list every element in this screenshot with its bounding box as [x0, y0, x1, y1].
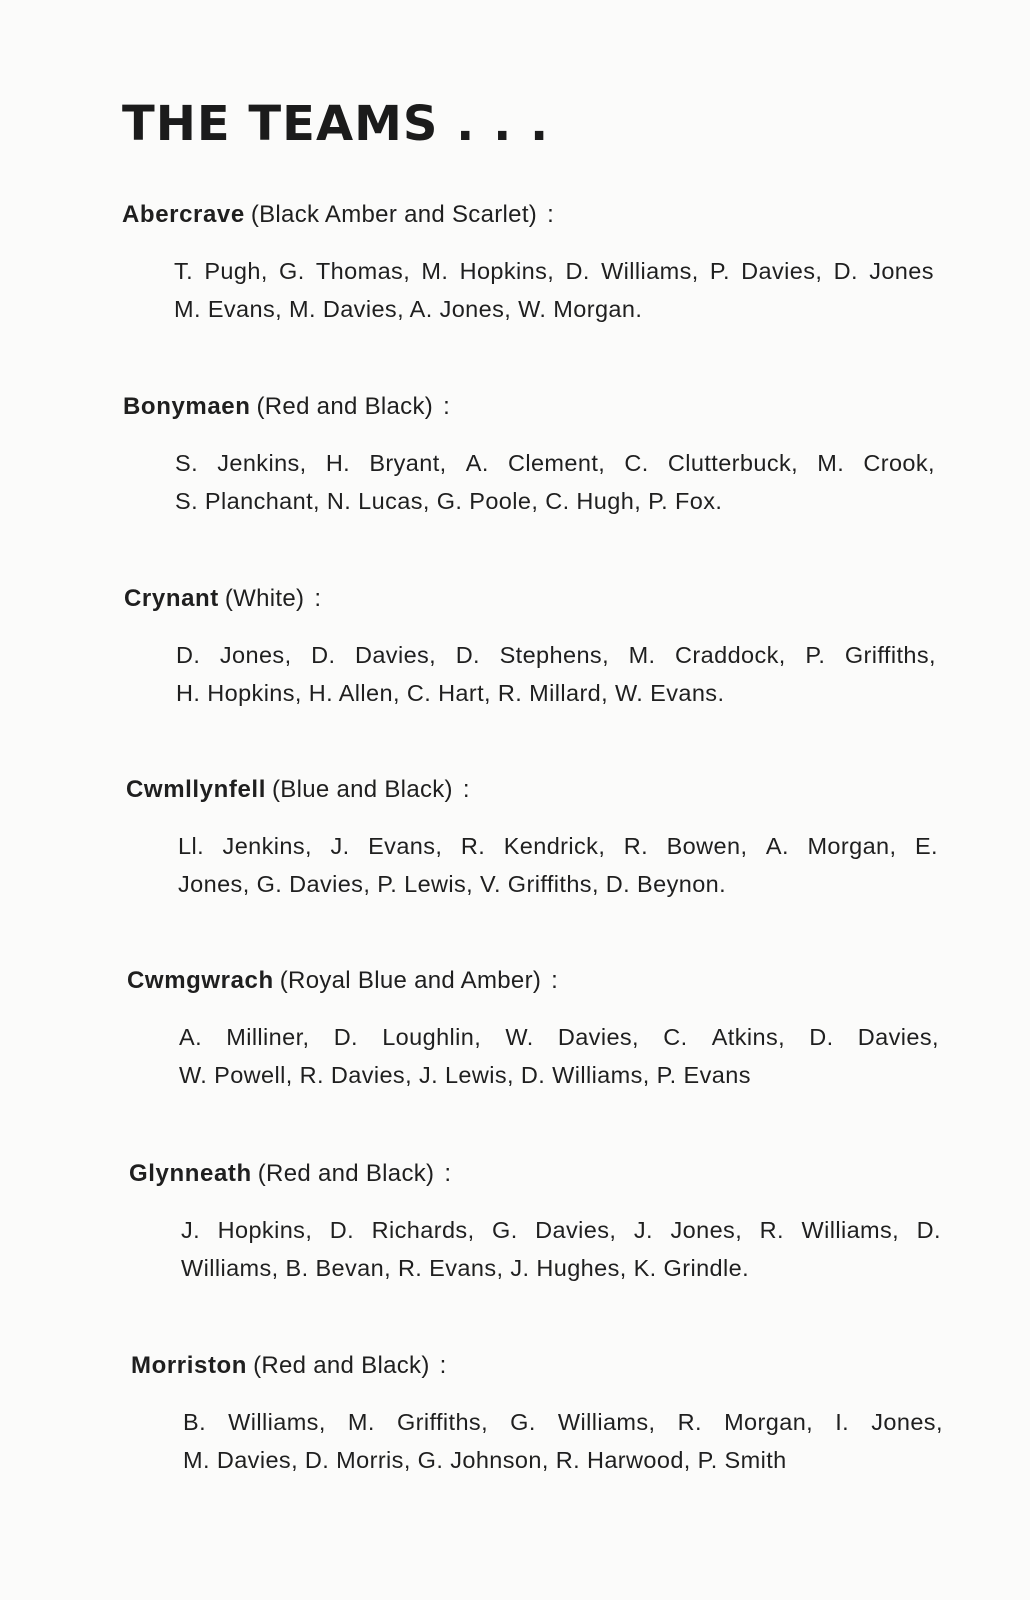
team-name: Glynneath	[129, 1160, 252, 1187]
player-word: Ll.	[178, 833, 205, 859]
team-glynneath	[129, 1159, 949, 1287]
player-word: G.	[510, 1409, 536, 1435]
player-line	[178, 827, 938, 865]
player-word: A.	[179, 1024, 203, 1050]
page-title: THE TEAMS . . .	[122, 96, 550, 152]
player-word: P.	[805, 642, 826, 668]
team-morriston	[131, 1351, 951, 1479]
player-word: Thomas,	[315, 258, 411, 284]
player-word: D.	[311, 642, 336, 668]
player-word: J.	[181, 1217, 201, 1243]
player-word: P.	[709, 258, 730, 284]
player-word: Richards,	[371, 1217, 475, 1243]
player-line: H. Hopkins, H. Allen, C. Hart, R. Millard, W. Evans.	[176, 680, 725, 706]
team-separator: :	[439, 1352, 447, 1379]
team-colours: (Red and Black)	[256, 393, 434, 420]
player-word: Hopkins,	[459, 258, 555, 284]
player-word: Jones,	[670, 1217, 743, 1243]
team-name: Morriston	[131, 1352, 248, 1379]
player-line: Williams, B. Bevan, R. Evans, J. Hughes, K. Grindle.	[181, 1255, 750, 1281]
player-word: D.	[916, 1217, 941, 1243]
player-word: M.	[817, 450, 845, 476]
player-line	[175, 444, 935, 482]
player-word: W.	[505, 1024, 534, 1050]
player-word: Milliner,	[226, 1024, 310, 1050]
player-word: Craddock,	[675, 642, 786, 668]
player-list	[174, 252, 934, 328]
player-word: D.	[565, 258, 590, 284]
player-word: Jenkins,	[222, 833, 312, 859]
player-word: Williams,	[601, 258, 699, 284]
team-colours: (White)	[224, 585, 305, 612]
player-word: Loughlin,	[382, 1024, 482, 1050]
team-separator: :	[443, 393, 451, 420]
player-line: S. Planchant, N. Lucas, G. Poole, C. Hugh, P. Fox.	[175, 488, 723, 514]
team-abercrave	[122, 200, 942, 328]
team-heading	[122, 200, 942, 230]
player-word: M.	[347, 1409, 375, 1435]
player-word: D.	[329, 1217, 355, 1243]
player-line	[176, 636, 936, 674]
player-word: D.	[333, 1024, 358, 1050]
player-word: Griffiths,	[396, 1409, 488, 1435]
player-list	[175, 444, 935, 520]
team-heading	[127, 966, 947, 996]
team-heading	[131, 1351, 951, 1381]
player-word: Pugh,	[204, 258, 268, 284]
player-word: E.	[914, 833, 938, 859]
player-word: T.	[174, 258, 194, 284]
team-colours: (Red and Black)	[257, 1160, 435, 1187]
player-word: R.	[759, 1217, 784, 1243]
player-list	[179, 1018, 939, 1094]
player-word: Atkins,	[711, 1024, 786, 1050]
player-word: Williams,	[801, 1217, 900, 1243]
player-line	[183, 1403, 943, 1441]
player-word: J.	[330, 833, 350, 859]
player-word: C.	[663, 1024, 688, 1050]
team-separator: :	[444, 1160, 452, 1187]
player-word: Jones,	[219, 642, 292, 668]
player-word: Davies,	[857, 1024, 939, 1050]
team-cwmllynfell	[126, 775, 946, 903]
player-word: Bowen,	[666, 833, 748, 859]
team-heading	[129, 1159, 949, 1189]
player-word: Davies,	[354, 642, 437, 668]
player-word: H.	[325, 450, 351, 476]
player-word: Jenkins,	[217, 450, 307, 476]
player-word: G.	[492, 1217, 518, 1243]
team-colours: (Red and Black)	[253, 1352, 430, 1379]
player-word: Davies,	[557, 1024, 639, 1050]
player-word: Jones,	[871, 1409, 943, 1435]
team-name: Cwmllynfell	[126, 776, 266, 803]
player-word: Jones	[869, 258, 934, 284]
player-word: Kendrick,	[503, 833, 606, 859]
player-word: Griffiths,	[844, 642, 936, 668]
team-cwmgwrach	[127, 966, 947, 1094]
player-word: D.	[455, 642, 480, 668]
player-line: Jones, G. Davies, P. Lewis, V. Griffiths, D. Beynon.	[178, 871, 727, 897]
player-word: Williams,	[228, 1409, 326, 1435]
player-word: R.	[623, 833, 649, 859]
player-word: M.	[628, 642, 656, 668]
player-word: I.	[835, 1409, 850, 1435]
team-name: Bonymaen	[123, 393, 251, 420]
team-colours: (Blue and Black)	[271, 776, 453, 803]
player-word: Stephens,	[499, 642, 609, 668]
player-word: A.	[465, 450, 489, 476]
player-word: Clement,	[507, 450, 606, 476]
team-name: Abercrave	[122, 201, 245, 228]
team-colours: (Royal Blue and Amber)	[279, 967, 542, 994]
team-separator: :	[314, 585, 322, 612]
player-word: Hopkins,	[217, 1217, 313, 1243]
player-word: Clutterbuck,	[667, 450, 799, 476]
player-line	[181, 1211, 941, 1249]
player-word: Davies,	[741, 258, 823, 284]
player-line: M. Evans, M. Davies, A. Jones, W. Morgan.	[174, 296, 643, 322]
player-word: A.	[765, 833, 789, 859]
player-word: Morgan,	[724, 1409, 814, 1435]
team-separator: :	[462, 776, 470, 803]
player-word: D.	[833, 258, 858, 284]
player-word: D.	[809, 1024, 834, 1050]
team-bonymaen	[123, 392, 943, 520]
player-line: M. Davies, D. Morris, G. Johnson, R. Harwood, P. Smith	[183, 1447, 787, 1473]
player-word: Davies,	[535, 1217, 617, 1243]
player-list	[181, 1211, 941, 1287]
player-word: Williams,	[557, 1409, 656, 1435]
player-word: G.	[279, 258, 305, 284]
team-separator: :	[547, 201, 555, 228]
player-line	[179, 1018, 939, 1056]
player-list	[178, 827, 938, 903]
team-separator: :	[551, 967, 559, 994]
player-word: Bryant,	[369, 450, 447, 476]
team-colours: (Black Amber and Scarlet)	[250, 201, 538, 228]
player-word: D.	[176, 642, 201, 668]
player-line: W. Powell, R. Davies, J. Lewis, D. Williams, P. Evans	[179, 1062, 751, 1088]
player-word: J.	[633, 1217, 653, 1243]
player-line	[174, 252, 934, 290]
player-word: Morgan,	[807, 833, 897, 859]
player-list	[183, 1403, 943, 1479]
player-word: Crook,	[863, 450, 935, 476]
team-heading	[124, 584, 944, 614]
player-word: M.	[421, 258, 449, 284]
player-word: C.	[624, 450, 649, 476]
player-word: S.	[175, 450, 199, 476]
player-word: R.	[460, 833, 486, 859]
team-name: Cwmgwrach	[127, 967, 274, 994]
team-heading	[126, 775, 946, 805]
team-crynant	[124, 584, 944, 712]
player-word: R.	[677, 1409, 702, 1435]
player-word: B.	[183, 1409, 207, 1435]
team-heading	[123, 392, 943, 422]
player-list	[176, 636, 936, 712]
player-word: Evans,	[368, 833, 443, 859]
team-name: Crynant	[124, 585, 219, 612]
